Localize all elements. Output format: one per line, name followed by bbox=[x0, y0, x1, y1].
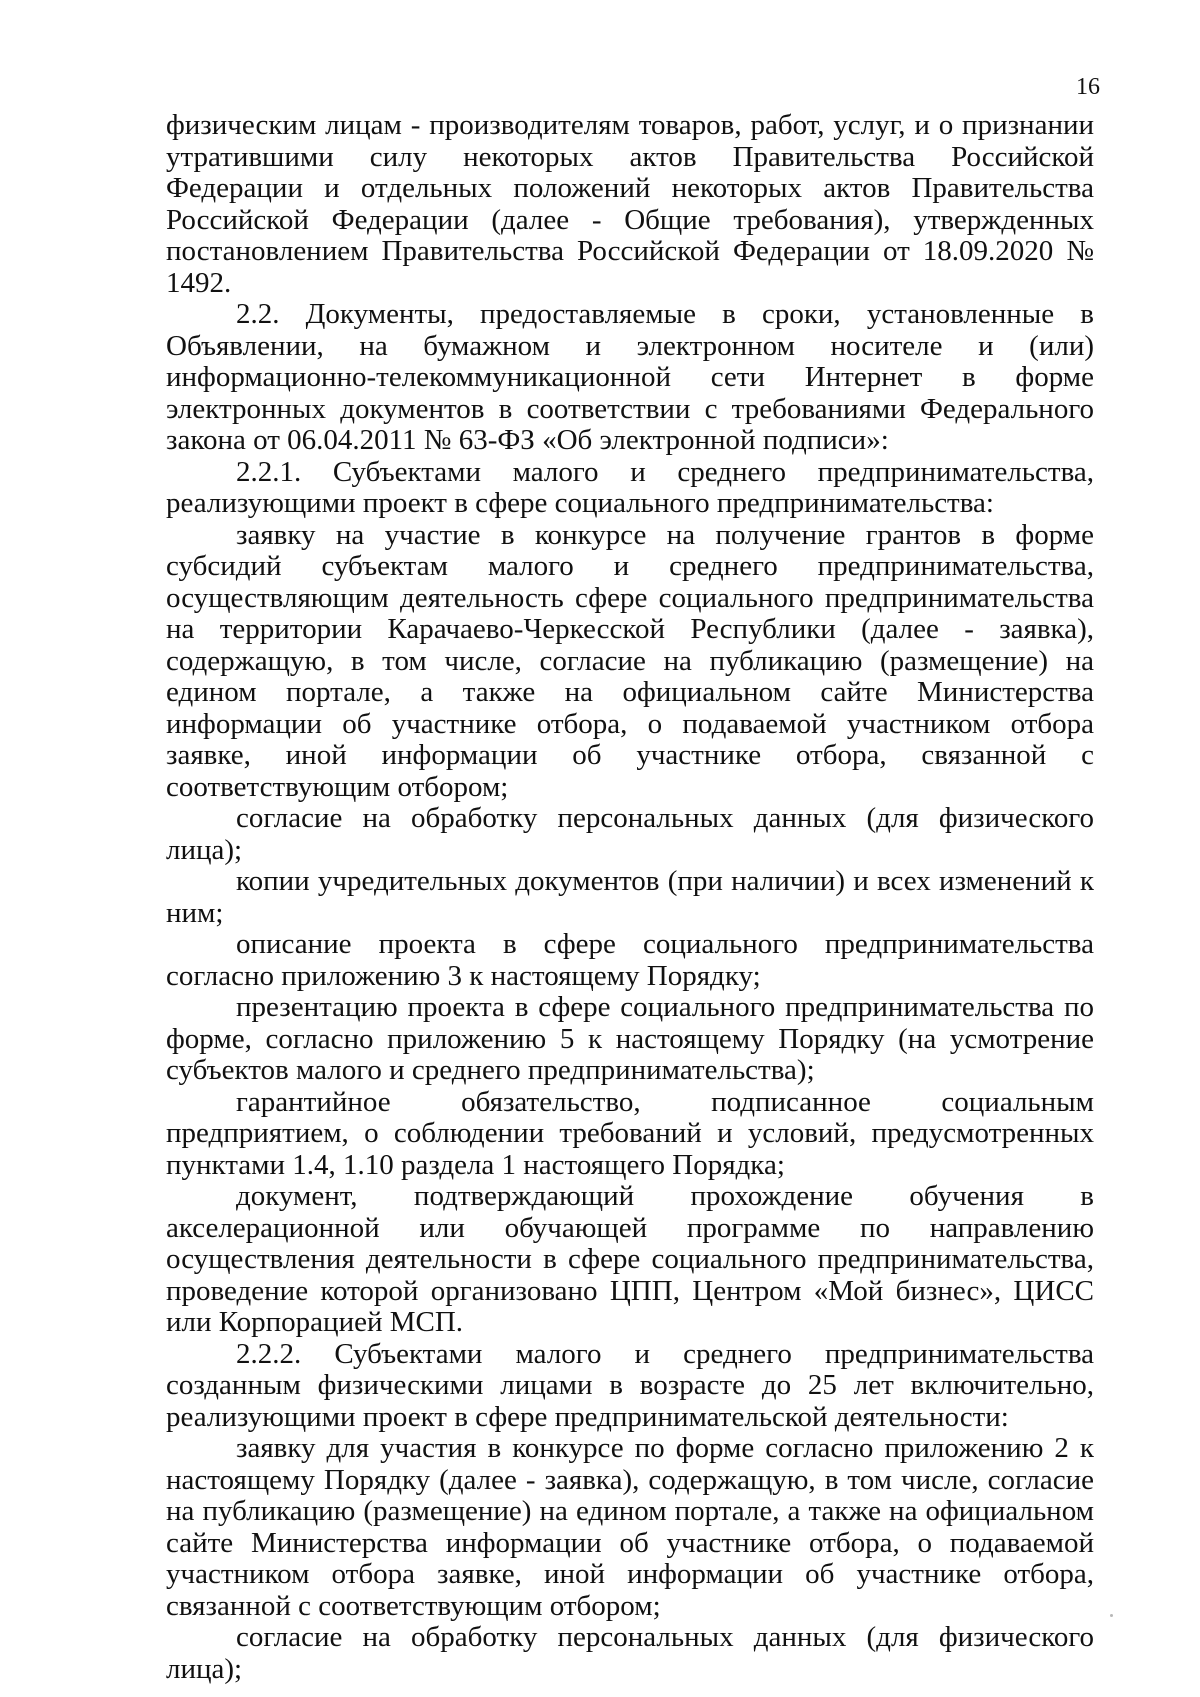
list-item-training-document: документ, подтверждающий прохождение обучения в акселерационной или обучающей программе по направлению осуществления деятельности в сфере социального предпринимательства, проведение которой организовано ЦПП, Центром «Мой бизнес», ЦИСС или Корпорацией МСП. bbox=[166, 1180, 1094, 1338]
page-number: 16 bbox=[1076, 74, 1100, 100]
list-item-project-description: описание проекта в сфере социального предпринимательства согласно приложению 3 к настоящему Порядку; bbox=[166, 928, 1094, 992]
list-item-project-presentation: презентацию проекта в сфере социального предпринимательства по форме, согласно приложению 5 к настоящему Порядку (на усмотрение субъектов малого и среднего предпринимательства); bbox=[166, 991, 1094, 1086]
list-item-founding-documents: копии учредительных документов (при наличии) и всех изменений к ним; bbox=[166, 865, 1094, 929]
document-body bbox=[166, 110, 1094, 1685]
list-item-application: заявку на участие в конкурсе на получение грантов в форме субсидий субъектам малого и среднего предпринимательства, осуществляющим деятельность сфере социального предпринимательства на территории Карачаево-Черкесской Республики (далее - заявка), содержащую, в том числе, согласие на публикацию (размещение) на едином портале, а также на официальном сайте Министерства информации об участнике отбора, о подаваемой участником отбора заявке, иной информации об участнике отбора, связанной с соответствующим отбором; bbox=[166, 518, 1094, 803]
list-item-application-youth: заявку для участия в конкурсе по форме согласно приложению 2 к настоящему Порядку (далее - заявка), содержащую, в том числе, согласие на публикацию (размещение) на едином портале, а также на официальном сайте Министерства информации об участнике отбора, о подаваемой участником отбора заявке, иной информации об участнике отбора, связанной с соответствующим отбором; bbox=[166, 1432, 1094, 1622]
list-item-guarantee-obligation: гарантийное обязательство, подписанное социальным предприятием, о соблюдении требований и условий, предусмотренных пунктами 1.4, 1.10 раздела 1 настоящего Порядка; bbox=[166, 1085, 1094, 1181]
list-item-personal-data-consent: согласие на обработку персональных данных (для физического лица); bbox=[166, 802, 1094, 866]
paragraph-section-2-2: 2.2. Документы, предоставляемые в сроки, установленные в Объявлении, на бумажном и электронном носителе и (или) информационно-телекоммуникационной сети Интернет в форме электронных документов в соответствии с требованиями Федерального закона от 06.04.2011 № 63-ФЗ «Об электронной подписи»: bbox=[166, 298, 1094, 456]
list-item-personal-data-consent-youth: согласие на обработку персональных данных (для физического лица); bbox=[166, 1621, 1094, 1685]
paragraph-general-requirements-tail: физическим лицам - производителям товаров, работ, услуг, и о признании утратившими силу некоторых актов Правительства Российской Федерации и отдельных положений некоторых актов Правительства Российской Федерации (далее - Общие требования), утвержденных постановлением Правительства Российской Федерации от 18.09.2020 № 1492. bbox=[166, 109, 1094, 299]
scan-artifact bbox=[1110, 1614, 1113, 1617]
paragraph-section-2-2-2: 2.2.2. Субъектами малого и среднего предпринимательства созданным физическими лицами в возрасте до 25 лет включительно, реализующими проект в сфере предпринимательской деятельности: bbox=[166, 1337, 1094, 1433]
paragraph-section-2-2-1: 2.2.1. Субъектами малого и среднего предпринимательства, реализующими проект в сфере социального предпринимательства: bbox=[166, 455, 1094, 519]
